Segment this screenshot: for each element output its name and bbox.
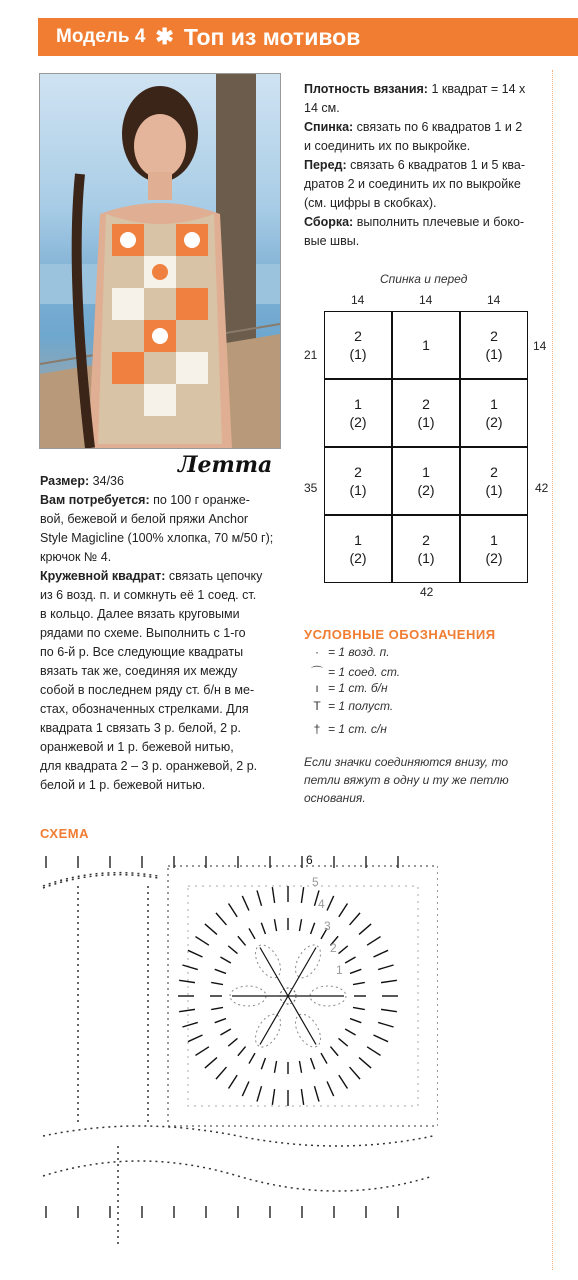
lace-line: квадрата 1 связать 3 р. белой, 2 р. <box>40 721 241 735</box>
stitch-mark <box>249 928 255 938</box>
grid-cell-label: (2) <box>349 414 367 430</box>
legend-text: = 1 возд. п. <box>328 645 390 659</box>
grid-top-dim: 14 <box>351 293 365 307</box>
grid-cell-label: 1 <box>354 532 362 548</box>
legend-note: Если значки соединяются внизу, то петли вяжут в одну и ту же петлю основания. <box>304 755 509 805</box>
stitch-mark <box>220 957 230 963</box>
stitch-mark <box>327 1082 334 1097</box>
density-label: Плотность вязания: <box>304 82 428 96</box>
legend-item <box>306 699 393 713</box>
lace-line: собой в последнем ряду ст. б/н в ме- <box>40 683 255 697</box>
slip-stitch-icon: ⌒ <box>310 665 323 679</box>
stitch-mark <box>188 1035 203 1042</box>
stitch-mark <box>374 1035 389 1042</box>
brand-logo: Летта <box>178 452 273 478</box>
stitch-mark <box>299 919 301 931</box>
legend-text: = 1 ст. с/н <box>328 722 387 736</box>
legend-title: УСЛОВНЫЕ ОБОЗНАЧЕНИЯ <box>304 627 496 642</box>
lace-line: рядами по схеме. Выполнить с 1-го <box>40 626 246 640</box>
stitch-mark <box>261 923 265 934</box>
star-icon: ✱ <box>155 24 174 49</box>
stitch-mark <box>216 913 226 925</box>
grid-right-dim: 14 <box>533 339 547 353</box>
grid-cell-label: (1) <box>417 414 435 430</box>
need-line: по 100 г оранже- <box>149 493 250 507</box>
stitch-mark <box>301 1089 303 1105</box>
stitch-mark <box>350 1067 360 1079</box>
stitch-mark <box>228 946 237 954</box>
lace-line: из 6 возд. п. и сомкнуть её 1 соед. ст. <box>40 588 257 602</box>
page-header <box>38 18 578 56</box>
back-line: связать по 6 квадратов 1 и 2 <box>353 120 523 134</box>
stitch-mark <box>359 924 371 934</box>
stitch-mark <box>345 1029 355 1035</box>
stitch-mark <box>229 903 238 916</box>
stitch-mark <box>238 1047 246 1056</box>
lace-line: белой и 1 р. бежевой нитью. <box>40 778 206 792</box>
grid-top-dim: 14 <box>419 293 433 307</box>
grid-cell-label: (2) <box>485 550 503 566</box>
lace-line: по 6-й р. Все следующие квадраты <box>40 645 244 659</box>
stitch-mark <box>188 950 203 957</box>
single-crochet-icon: ı <box>315 681 319 695</box>
chain-arc <box>43 875 158 888</box>
stitch-mark <box>350 1019 361 1023</box>
model-label: Модель 4 <box>56 26 146 47</box>
density-line: 14 см. <box>304 101 340 115</box>
stitch-mark <box>215 1019 226 1023</box>
legend-item <box>306 681 388 695</box>
stitch-mark <box>242 896 249 911</box>
row-number: 1 <box>336 963 343 977</box>
grid-cell-label: (2) <box>349 550 367 566</box>
stitch-mark <box>215 969 226 973</box>
grid-cell <box>460 311 528 379</box>
lace-line: вязать так же, соединяя их между <box>40 664 238 678</box>
grid-cell-label: 2 <box>422 532 430 548</box>
grid-cell <box>460 515 528 583</box>
grid-cell <box>324 379 392 447</box>
stitch-mark <box>301 887 303 903</box>
stitch-mark <box>350 913 360 925</box>
row-number: 6 <box>306 853 313 867</box>
grid-left-dim: 35 <box>304 481 318 495</box>
stitch-mark <box>272 1089 274 1105</box>
grid-cell-label: 2 <box>354 464 362 480</box>
back-label: Спинка: <box>304 120 354 134</box>
stitch-mark <box>311 1058 315 1069</box>
size-label: Размер: <box>40 474 90 488</box>
back-line: и соединить их по выкройке. <box>304 139 471 153</box>
grid-cell-label: 1 <box>490 396 498 412</box>
grid-cell-label: 2 <box>490 464 498 480</box>
left-instructions <box>40 472 280 795</box>
grid-cell-label: 1 <box>354 396 362 412</box>
stitch-mark <box>274 1061 276 1073</box>
front-line: (см. цифры в скобках). <box>304 196 437 210</box>
grid-cell-label: 2 <box>422 396 430 412</box>
lace-line: связать цепочку <box>165 569 263 583</box>
stitch-mark <box>220 1029 230 1035</box>
stitch-mark <box>374 950 389 957</box>
stitch-mark <box>195 937 208 946</box>
grid-cell <box>324 447 392 515</box>
grid-cell-label: (1) <box>485 482 503 498</box>
stitch-mark <box>228 1038 237 1046</box>
chain-arc <box>43 1161 433 1191</box>
crochet-scheme-diagram <box>38 846 438 1256</box>
stitch-mark <box>345 957 355 963</box>
half-double-crochet-icon: Т <box>313 699 321 713</box>
grid-cell-label: (2) <box>417 482 435 498</box>
stitch-mark <box>353 982 365 984</box>
stitch-mark <box>327 896 334 911</box>
assembly-line: выполнить плечевые и боко- <box>353 215 525 229</box>
lace-label: Кружевной квадрат: <box>40 569 166 583</box>
legend-text: = 1 соед. ст. <box>328 665 401 679</box>
legend-item <box>306 722 387 736</box>
front-line: дратов 2 и соединить их по выкройке <box>304 177 521 191</box>
stitch-mark <box>314 1086 319 1101</box>
stitch-mark <box>378 1022 393 1027</box>
stitch-mark <box>211 1007 223 1009</box>
stitch-mark <box>257 890 262 905</box>
stitch-mark <box>249 1053 255 1063</box>
grid-cell-label: 2 <box>490 328 498 344</box>
scheme-title: СХЕМА <box>40 826 89 841</box>
stitch-mark <box>216 1067 226 1079</box>
assembly-line: вые швы. <box>304 234 360 248</box>
grid-cell-label: 1 <box>422 337 430 353</box>
stitch-mark <box>381 980 397 982</box>
stitch-mark <box>179 980 195 982</box>
stitch-mark <box>211 982 223 984</box>
grid-cell <box>392 515 460 583</box>
right-instructions <box>304 80 552 251</box>
stitch-mark <box>350 969 361 973</box>
page-title: Топ из мотивов <box>183 23 361 50</box>
need-line: крючок № 4. <box>40 550 112 564</box>
grid-bottom-dim: 42 <box>420 585 434 599</box>
lace-line: в кольцо. Далее вязать круговыми <box>40 607 240 621</box>
stitch-mark <box>182 1022 197 1027</box>
model-photo <box>39 73 281 449</box>
stitch-mark <box>367 1047 380 1056</box>
stitch-mark <box>339 903 348 916</box>
stitch-mark <box>378 965 393 970</box>
chain-stitch-icon: · <box>315 645 319 659</box>
stitch-mark <box>261 1058 265 1069</box>
row-number: 5 <box>312 875 319 889</box>
legend-text: = 1 ст. б/н <box>328 681 388 695</box>
stitch-mark <box>229 1075 238 1088</box>
grid-cell-label: (1) <box>349 482 367 498</box>
stitch-mark <box>242 1082 249 1097</box>
stitch-mark <box>359 1058 371 1068</box>
grid-cell-label: 2 <box>354 328 362 344</box>
stitch-mark <box>272 887 274 903</box>
row-number: 3 <box>324 919 331 933</box>
stitch-mark <box>195 1047 208 1056</box>
grid-cell <box>324 311 392 379</box>
row-number: 2 <box>330 941 337 955</box>
grid-cell-label: (2) <box>485 414 503 430</box>
stitch-mark <box>179 1009 195 1011</box>
grid-cell <box>460 379 528 447</box>
grid-cell-label: 1 <box>422 464 430 480</box>
stitch-mark <box>353 1007 365 1009</box>
stitch-mark <box>339 1038 348 1046</box>
grid-right-dim: 42 <box>535 481 549 495</box>
grid-cell <box>392 379 460 447</box>
stitch-mark <box>205 1058 217 1068</box>
chain-arc <box>43 873 158 886</box>
lace-line: оранжевой и 1 р. бежевой нитью, <box>40 740 234 754</box>
lace-line: для квадрата 2 – 3 р. оранжевой, 2 р. <box>40 759 258 773</box>
grid-cell <box>460 447 528 515</box>
grid-caption: Спинка и перед <box>380 272 468 286</box>
grid-cell-label: (1) <box>485 346 503 362</box>
size-value: 34/36 <box>89 474 124 488</box>
legend-item <box>306 645 390 659</box>
assembly-label: Сборка: <box>304 215 354 229</box>
chain-arc <box>43 1126 433 1146</box>
grid-cell-label: (1) <box>349 346 367 362</box>
lace-line: стах, обозначенных стрелками. Для <box>40 702 249 716</box>
front-line: связать 6 квадратов 1 и 5 ква- <box>346 158 526 172</box>
stitch-mark <box>205 924 217 934</box>
double-crochet-icon: † <box>313 722 321 736</box>
stitch-mark <box>311 923 315 934</box>
density-line: 1 квадрат = 14 х <box>427 82 526 96</box>
stitch-mark <box>381 1009 397 1011</box>
grid-left-dim: 21 <box>304 348 318 362</box>
stitch-mark <box>321 1053 327 1063</box>
stitch-mark <box>238 936 246 945</box>
stitch-mark <box>182 965 197 970</box>
stitch-mark <box>257 1086 262 1101</box>
need-line: вой, бежевой и белой пряжи Anchor <box>40 512 249 526</box>
grid-top-dim: 14 <box>487 293 501 307</box>
grid-cell-label: 1 <box>490 532 498 548</box>
stitch-mark <box>330 1047 338 1056</box>
front-label: Перед: <box>304 158 347 172</box>
grid-cell <box>392 447 460 515</box>
legend-item <box>306 663 400 680</box>
stitch-mark <box>274 919 276 931</box>
stitch-mark <box>339 1075 348 1088</box>
divider <box>552 70 553 1270</box>
stitch-mark <box>299 1061 301 1073</box>
legend-text: = 1 полуст. <box>328 699 394 713</box>
need-line: Style Magicline (100% хлопка, 70 м/50 г); <box>40 531 274 545</box>
grid-cell <box>324 515 392 583</box>
need-label: Вам потребуется: <box>40 493 150 507</box>
grid-cell-label: (1) <box>417 550 435 566</box>
row-number: 4 <box>318 897 325 911</box>
stitch-mark <box>367 937 380 946</box>
stitch-mark <box>339 946 348 954</box>
grid-cell <box>392 311 460 379</box>
